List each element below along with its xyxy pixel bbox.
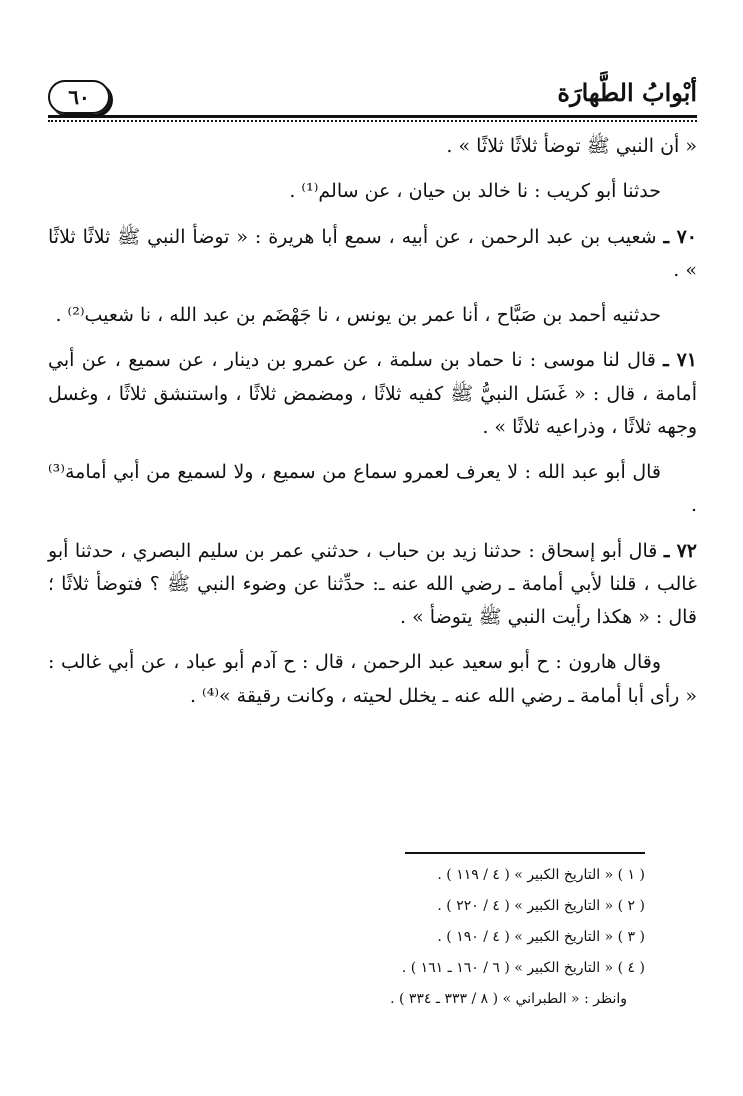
paragraph: وقال هارون : ح أبو سعيد عبد الرحمن ، قال : ح آدم أبو عباد ، عن أبي غالب : « رأى أبا أمامة ـ رضي الله عنه ـ يخلل لحيته ، وكانت رقيقة »⁽⁴⁾ . [48,651,697,707]
footnote: ( ٤ ) « التاريخ الكبير » ( ٦ / ١٦٠ ـ ١٦١ ) . [401,960,645,976]
footnote-note: وانظر : « الطبراني » ( ٨ / ٣٣٣ ـ ٣٣٤ ) . [390,991,627,1007]
footnote-separator [405,852,645,854]
hadith-number: ٧٠ ـ [663,225,697,248]
hadith-71 [48,344,697,444]
paragraph: قال أبو عبد الله : لا يعرف لعمرو سماع من سميع ، ولا لسميع من أبي أمامة⁽³⁾ . [48,461,697,517]
hadith-70 [48,221,697,288]
footnote: ( ٣ ) « التاريخ الكبير » ( ٤ / ١٩٠ ) . [437,929,645,945]
footnote: ( ٢ ) « التاريخ الكبير » ( ٤ / ٢٢٠ ) . [437,898,645,914]
paragraph: « أن النبي ﷺ توضأ ثلاثًا ثلاثًا » . [446,135,697,157]
header-rule [48,115,697,118]
hadith-text: قال أبو إسحاق : حدثنا زيد بن حباب ، حدثني عمر بن سليم البصري ، حدثنا أبو غالب ، قلنا لأبي أمامة ـ رضي الله عنه ـ: حدِّثنا عن وضوء النبي ﷺ ؟ فتوضأ ثلاثًا ؛ قال : « هكذا رأيت النبي ﷺ يتوضأ » . [48,539,697,628]
hadith-72 [48,535,697,635]
page-number-badge: ٦٠ [48,80,110,114]
hadith-text: شعيب بن عبد الرحمن ، عن أبيه ، سمع أبا هريرة : « توضأ النبي ﷺ ثلاثًا ثلاثًا » . [48,225,697,281]
paragraph: حدثنا أبو كريب : نا خالد بن حيان ، عن سالم⁽¹⁾ . [289,180,661,203]
footnotes [230,860,645,1015]
chapter-title: أبْوابُ الطَّهارَة [557,78,697,107]
page-header [48,78,697,118]
hadith-number: ٧١ ـ [663,349,697,372]
main-text [48,130,697,725]
hadith-text: قال لنا موسى : نا حماد بن سلمة ، عن عمرو بن دينار ، عن سميع ، عن أبي أمامة ، قال : « غَسَل النبيُّ ﷺ كفيه ثلاثًا ، ومضمض ثلاثًا ، واستنشق ثلاثًا ، وغسل وجهه ثلاثًا ، وذراعيه ثلاثًا » . [48,349,697,438]
hadith-number: ٧٢ ـ [663,539,698,562]
header-dotted-rule [48,120,697,122]
footnote: ( ١ ) « التاريخ الكبير » ( ٤ / ١١٩ ) . [437,867,645,883]
paragraph: حدثنيه أحمد بن صَبَّاح ، أنا عمر بن يونس ، نا جَهْضَم بن عبد الله ، نا شعيب⁽²⁾ . [55,304,661,326]
